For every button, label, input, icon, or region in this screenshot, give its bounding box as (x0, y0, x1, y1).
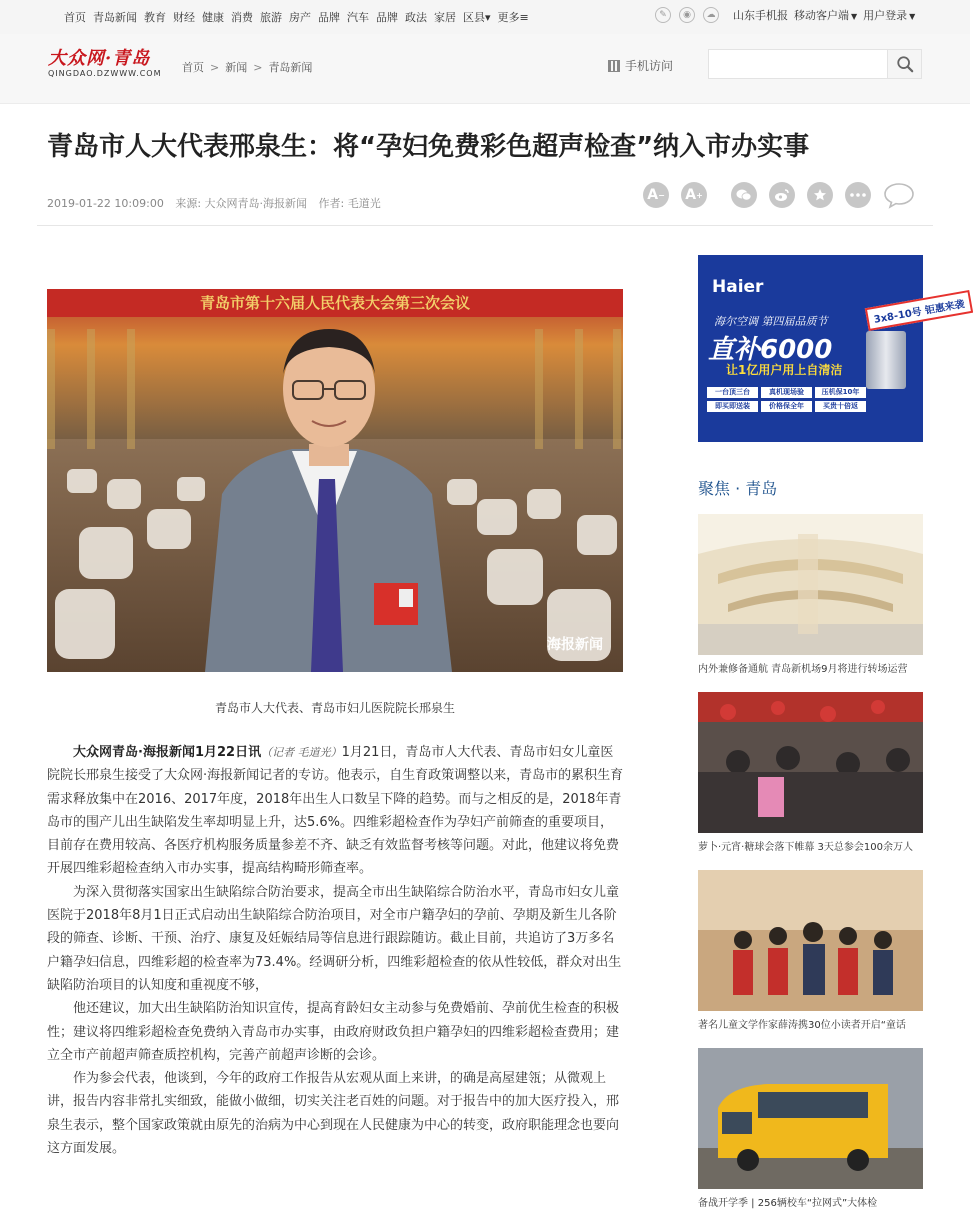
focus-item-3[interactable] (698, 870, 923, 1031)
top-bar (0, 0, 970, 34)
top-nav-item[interactable]: 品牌 (376, 11, 398, 24)
focus-thumbnail[interactable] (698, 870, 923, 1011)
ad-brand: Haier (712, 277, 764, 297)
font-increase-label: A (685, 187, 697, 203)
star-icon (813, 188, 827, 202)
top-nav-item[interactable]: 家居 (434, 11, 456, 24)
breadcrumb (182, 59, 312, 75)
top-nav-item[interactable]: 品牌 (318, 11, 340, 24)
reporter-credit: （记者 毛道光） (261, 746, 342, 759)
top-nav-item[interactable]: 财经 (173, 11, 195, 24)
comment-icon[interactable]: ✎ (655, 7, 671, 23)
top-nav (64, 9, 536, 25)
focus-item-4[interactable] (698, 1048, 923, 1209)
logo-domain: QINGDAO.DZWWW.COM (48, 69, 162, 78)
search-button[interactable] (887, 50, 921, 78)
ad-product-image (866, 331, 906, 389)
more-dots-icon (850, 193, 866, 197)
top-nav-item[interactable]: 区县▾ (463, 11, 491, 24)
children-reading-image (698, 870, 923, 1011)
font-decrease-button[interactable] (643, 182, 669, 208)
favorite-button[interactable] (807, 182, 833, 208)
article-paragraph-1 (47, 741, 625, 881)
top-nav-item[interactable]: 教育 (144, 11, 166, 24)
top-nav-item[interactable]: 政法 (405, 11, 427, 24)
focus-thumbnail[interactable] (698, 514, 923, 655)
top-nav-item[interactable]: 健康 (202, 11, 224, 24)
search-box (708, 49, 922, 79)
top-nav-item[interactable]: 旅游 (260, 11, 282, 24)
focus-caption[interactable]: 萝卜·元宵·糖球会落下帷幕 3天总参会100余万人 (698, 842, 913, 853)
article-paragraph-4: 作为参会代表，他谈到，今年的政府工作报告从宏观从面上来讲，的确是高屋建瓴；从微观上讲，报告内容非常扎实细致，能做小做细，切实关注老百姓的问题。对于报告中的加大医疗投入，邢泉生表示，整个国家政策就由原先的治病为中心到现在人民健康为中心的转变，政府职能理念也要向这方面发展。 (47, 1071, 620, 1157)
article-main-photo[interactable] (47, 289, 623, 672)
top-nav-item[interactable]: 首页 (64, 11, 86, 24)
article-meta (47, 195, 389, 211)
article-author: 作者: 毛道光 (318, 197, 381, 210)
top-nav-item[interactable]: 青岛新闻 (93, 11, 137, 24)
top-nav-item[interactable]: 消费 (231, 11, 253, 24)
breadcrumb-separator: > (210, 61, 220, 74)
top-nav-item[interactable]: 房产 (289, 11, 311, 24)
wechat-icon[interactable]: ☁ (703, 7, 719, 23)
qr-code-icon (608, 60, 620, 72)
ad-chip: 一台顶三台 (707, 387, 758, 398)
article-paragraph-2: 为深入贯彻落实国家出生缺陷综合防治要求，提高全市出生缺陷综合防治水平，青岛市妇女儿童医院于2018年8月1日正式启动出生缺陷综合防治项目，对全市户籍孕妇的孕前、孕期及新生儿各阶段的筛查、诊断、干预、治疗、康复及妊娠结局等信息进行跟踪随访。截止目前，共追访了3万多名户籍孕妇信息，四维彩超的检查率为73.4%。经调研分析，四维彩超检查的依从性较低，群众对出生缺陷防治项目的认知度和重视度不够， (47, 884, 622, 993)
haier-ad-banner[interactable] (698, 255, 966, 442)
focus-item-1[interactable] (698, 514, 923, 675)
search-input[interactable] (709, 50, 887, 78)
ad-chip: 即买即送装 (707, 401, 758, 412)
breadcrumb-qingdao-news[interactable]: 青岛新闻 (268, 61, 313, 74)
focus-item-2[interactable] (698, 692, 923, 853)
more-button[interactable] (845, 182, 871, 208)
school-bus-image (698, 1048, 923, 1189)
weibo-icon[interactable]: ◉ (679, 7, 695, 23)
focus-caption[interactable]: 备战开学季 | 256辆校车“拉网式”大体检 (698, 1198, 878, 1209)
site-header (0, 34, 970, 104)
plus-icon: + (696, 190, 703, 200)
ad-headline: 海尔空调 第四届品质节 (714, 315, 828, 328)
top-nav-item[interactable]: 更多≡ (497, 11, 529, 24)
ad-chip: 买贵十倍返 (815, 401, 866, 412)
mobile-client-menu[interactable] (794, 7, 857, 23)
photo-watermark: 海报新闻 (547, 636, 603, 652)
breadcrumb-separator: > (253, 61, 263, 74)
focus-qingdao-heading: 聚焦 · 青岛 (698, 479, 778, 498)
mobile-client-label: 移动客户端 (794, 9, 849, 22)
main-photo-illustration (47, 289, 623, 672)
comment-icon[interactable] (883, 182, 915, 208)
site-logo[interactable] (48, 49, 168, 78)
wechat-icon (736, 188, 752, 202)
font-increase-button[interactable] (681, 182, 707, 208)
chevron-down-icon: ▼ (909, 12, 916, 21)
ad-subline: 让1亿用户用上自清洁 (726, 363, 843, 377)
paragraph-1-text: 1月21日，青岛市人大代表、青岛市妇女儿童医院院长邢泉生接受了大众网·海报新闻记者的专访。他表示，自生育政策调整以来，青岛市的累积生育需求释放集中在2016、2017年度，2018年出生人口数呈下降的趋势。而与之相反的是，2018年青岛市的围产儿出生缺陷发生率却明显上升，达5.6%。四维彩超检查作为孕妇产前筛查的重要项目，目前存在费用较高、各医疗机构服务质量参差不齐、缺乏有效监督考核等问题。对此，他建议将免费开展四维彩超检查纳入市办实事，提高结构畸形筛查率。 (47, 745, 624, 877)
photo-banner-text: 青岛市第十六届人民代表大会第三次会议 (199, 295, 471, 312)
shandong-mobile-link[interactable]: 山东手机报 (733, 9, 788, 22)
ad-chip: 压机保10年 (815, 387, 866, 398)
publish-date: 2019-01-22 10:09:00 (47, 197, 164, 210)
festival-crowd-image (698, 692, 923, 833)
share-weibo-button[interactable] (769, 182, 795, 208)
focus-thumbnail[interactable] (698, 1048, 923, 1189)
ad-tag: 3x8-10号 钜惠来袭 (865, 290, 973, 331)
article-title: 青岛市人大代表邢泉生：将“孕妇免费彩色超声检查”纳入市办实事 (47, 132, 810, 162)
article-body (47, 741, 625, 1160)
airport-image (698, 514, 923, 655)
ad-chip: 真机现场验 (761, 387, 812, 398)
share-wechat-button[interactable] (731, 182, 757, 208)
search-icon (896, 55, 914, 73)
ad-chip: 价格保全年 (761, 401, 812, 412)
ad-big-text: 直补6000 (708, 335, 833, 365)
logo-text: 大众网·青岛 (48, 48, 151, 69)
article-paragraph-3: 他还建议，加大出生缺陷防治知识宣传，提高育龄妇女主动参与免费婚前、孕前优生检查的积极性；建议将四维彩超检查免费纳入青岛市办实事，由政府财政负担户籍孕妇的四维彩超检查费用；建立全市产前超声筛查质控机构，完善产前超声诊断的会诊。 (47, 1001, 620, 1063)
photo-caption: 青岛市人大代表、青岛市妇儿医院院长邢泉生 (214, 701, 455, 715)
font-decrease-label: A (647, 187, 659, 203)
article-toolbar (643, 182, 915, 208)
weibo-icon (774, 188, 790, 202)
article-lead: 大众网青岛·海报新闻1月22日讯 (73, 745, 262, 760)
ad-feature-chips (707, 387, 873, 412)
user-login-label: 用户登录 (863, 9, 908, 22)
user-login-menu[interactable] (863, 7, 915, 23)
focus-thumbnail[interactable] (698, 692, 923, 833)
top-right-links (655, 7, 915, 23)
breadcrumb-news[interactable]: 新闻 (225, 61, 248, 74)
minus-icon: − (658, 190, 665, 200)
breadcrumb-home[interactable]: 首页 (182, 61, 204, 74)
article-source: 来源: 大众网青岛·海报新闻 (175, 197, 308, 210)
header-divider (37, 225, 933, 226)
top-nav-item[interactable]: 汽车 (347, 11, 369, 24)
mobile-visit-label: 手机访问 (625, 59, 674, 73)
chevron-down-icon: ▼ (851, 12, 858, 21)
focus-caption[interactable]: 著名儿童文学作家薛涛携30位小读者开启“童话 (698, 1020, 906, 1031)
focus-caption[interactable]: 内外兼修备通航 青岛新机场9月将进行转场运营 (698, 664, 908, 675)
mobile-visit-link[interactable] (608, 57, 673, 74)
